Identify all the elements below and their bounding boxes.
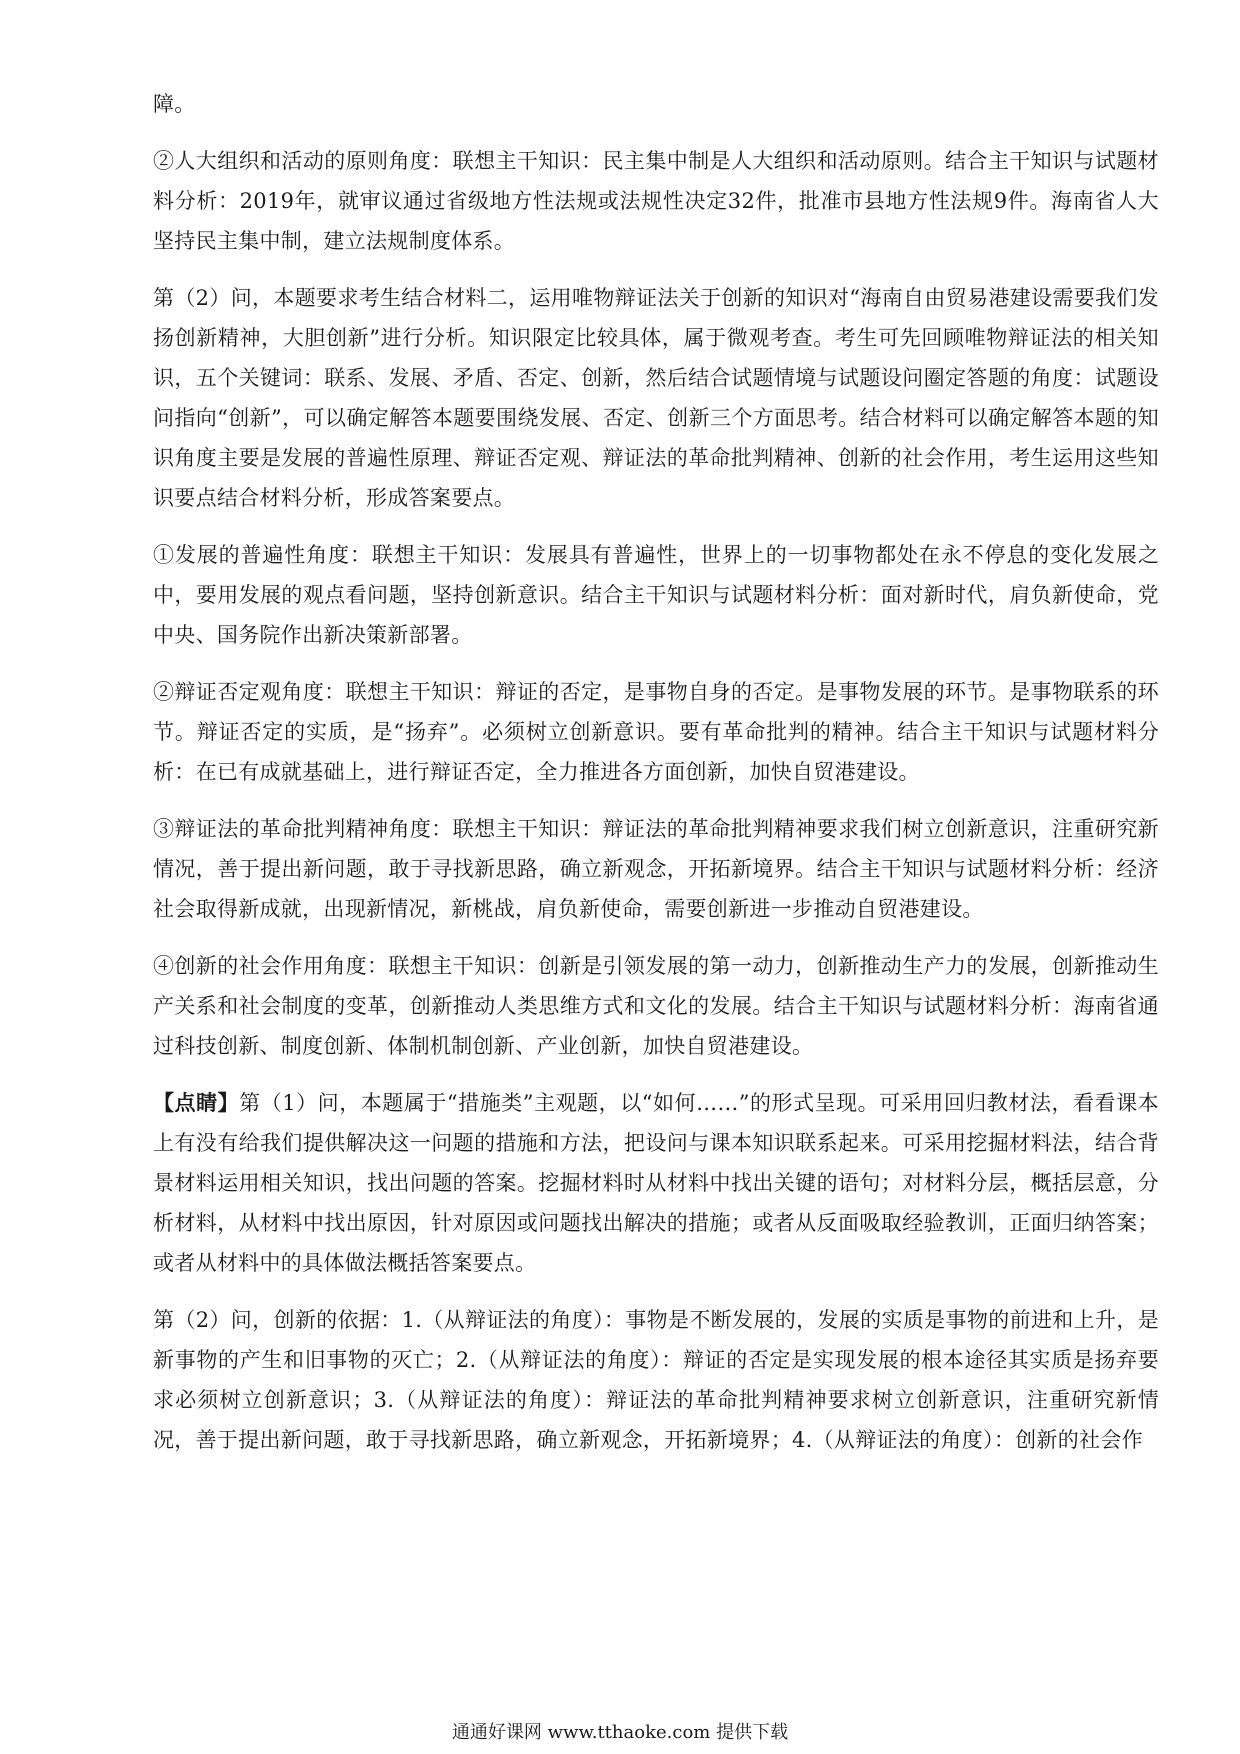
paragraph-critical-spirit: ③辩证法的革命批判精神角度：联想主干知识：辩证法的革命批判精神要求我们树立创新意识，注重研究新情况，善于提出新问题，敢于寻找新思路，确立新观念，开拓新境界。结合主干知识与试题材料分析：经济社会取得新成就，出现新情况，新桃战，肩负新使命，需要创新进一步推动自贸港建设。 bbox=[153, 817, 1159, 921]
paragraph-npc-principle: ②人大组织和活动的原则角度：联想主干知识：民主集中制是人大组织和活动原则。结合主干知识与试题材料分析：2019年，就审议通过省级地方性法规或法规性决定32件，批准市县地方性法规9件。海南省人大坚持民主集中制，建立法规制度体系。 bbox=[153, 149, 1159, 253]
tip-text: 第（1）问，本题属于“措施类”主观题，以“如何……”的形式呈现。可采用回归教材法，看看课本上有没有给我们提供解决这一问题的措施和方法，把设问与课本知识联系起来。可采用挖掘材料法，结合背景材料运用相关知识，找出问题的答案。挖掘材料时从材料中找出关键的语句；对材料分层，概括层意，分析材料，从材料中找出原因，针对原因或问题找出解决的措施；或者从反面吸取经验教训，正面归纳答案；或者从材料中的具体做法概括答案要点。 bbox=[153, 1091, 1159, 1275]
paragraph-continuation: 障。 bbox=[153, 92, 196, 116]
paragraph-question-2-analysis: 第（2）问，本题要求考生结合材料二，运用唯物辩证法关于创新的知识对“海南自由贸易港建设需要我们发扬创新精神，大胆创新”进行分析。知识限定比较具体，属于微观考查。考生可先回顾唯物辩证法的相关知识，五个关键词：联系、发展、矛盾、否定、创新，然后结合试题情境与试题设问圈定答题的角度：试题设问指向“创新”，可以确定解答本题要围绕发展、否定、创新三个方面思考。结合材料可以确定解答本题的知识角度主要是发展的普遍性原理、辩证否定观、辩证法的革命批判精神、创新的社会作用，考生运用这些知识要点结合材料分析，形成答案要点。 bbox=[153, 286, 1159, 510]
tip-label: 【点睛】 bbox=[153, 1090, 240, 1115]
paragraph-development-universality: ①发展的普遍性角度：联想主干知识：发展具有普遍性，世界上的一切事物都处在永不停息的变化发展之中，要用发展的观点看问题，坚持创新意识。结合主干知识与试题材料分析：面对新时代，肩负新使命，党中央、国务院作出新决策新部署。 bbox=[153, 543, 1159, 647]
paragraph-innovation-role: ④创新的社会作用角度：联想主干知识：创新是引领发展的第一动力，创新推动生产力的发展，创新推动生产关系和社会制度的变革，创新推动人类思维方式和文化的发展。结合主干知识与试题材料分析：海南省通过科技创新、制度创新、体制机制创新、产业创新，加快自贸港建设。 bbox=[153, 954, 1159, 1058]
paragraph-tip bbox=[153, 1083, 1159, 1283]
paragraph-innovation-basis: 第（2）问，创新的依据：1.（从辩证法的角度）：事物是不断发展的，发展的实质是事物的前进和上升，是新事物的产生和旧事物的灭亡；2.（从辩证法的角度）：辩证的否定是实现发展的根本途径其实质是扬弃要求必须树立创新意识；3.（从辩证法的角度）：辩证法的革命批判精神要求树立创新意识，注重研究新情况，善于提出新问题，敢于寻找新思路，确立新观念，开拓新境界；4.（从辩证法的角度）：创新的社会作 bbox=[153, 1308, 1159, 1452]
paragraph-dialectical-negation: ②辩证否定观角度：联想主干知识：辩证的否定，是事物自身的否定。是事物发展的环节。是事物联系的环节。辩证否定的实质，是“扬弃”。必须树立创新意识。要有革命批判的精神。结合主干知识与试题材料分析：在已有成就基础上，进行辩证否定，全力推进各方面创新，加快自贸港建设。 bbox=[153, 680, 1159, 784]
document-body bbox=[153, 84, 1159, 1477]
page-footer: 通通好课网 www.tthaoke.com 提供下载 bbox=[451, 1722, 789, 1743]
